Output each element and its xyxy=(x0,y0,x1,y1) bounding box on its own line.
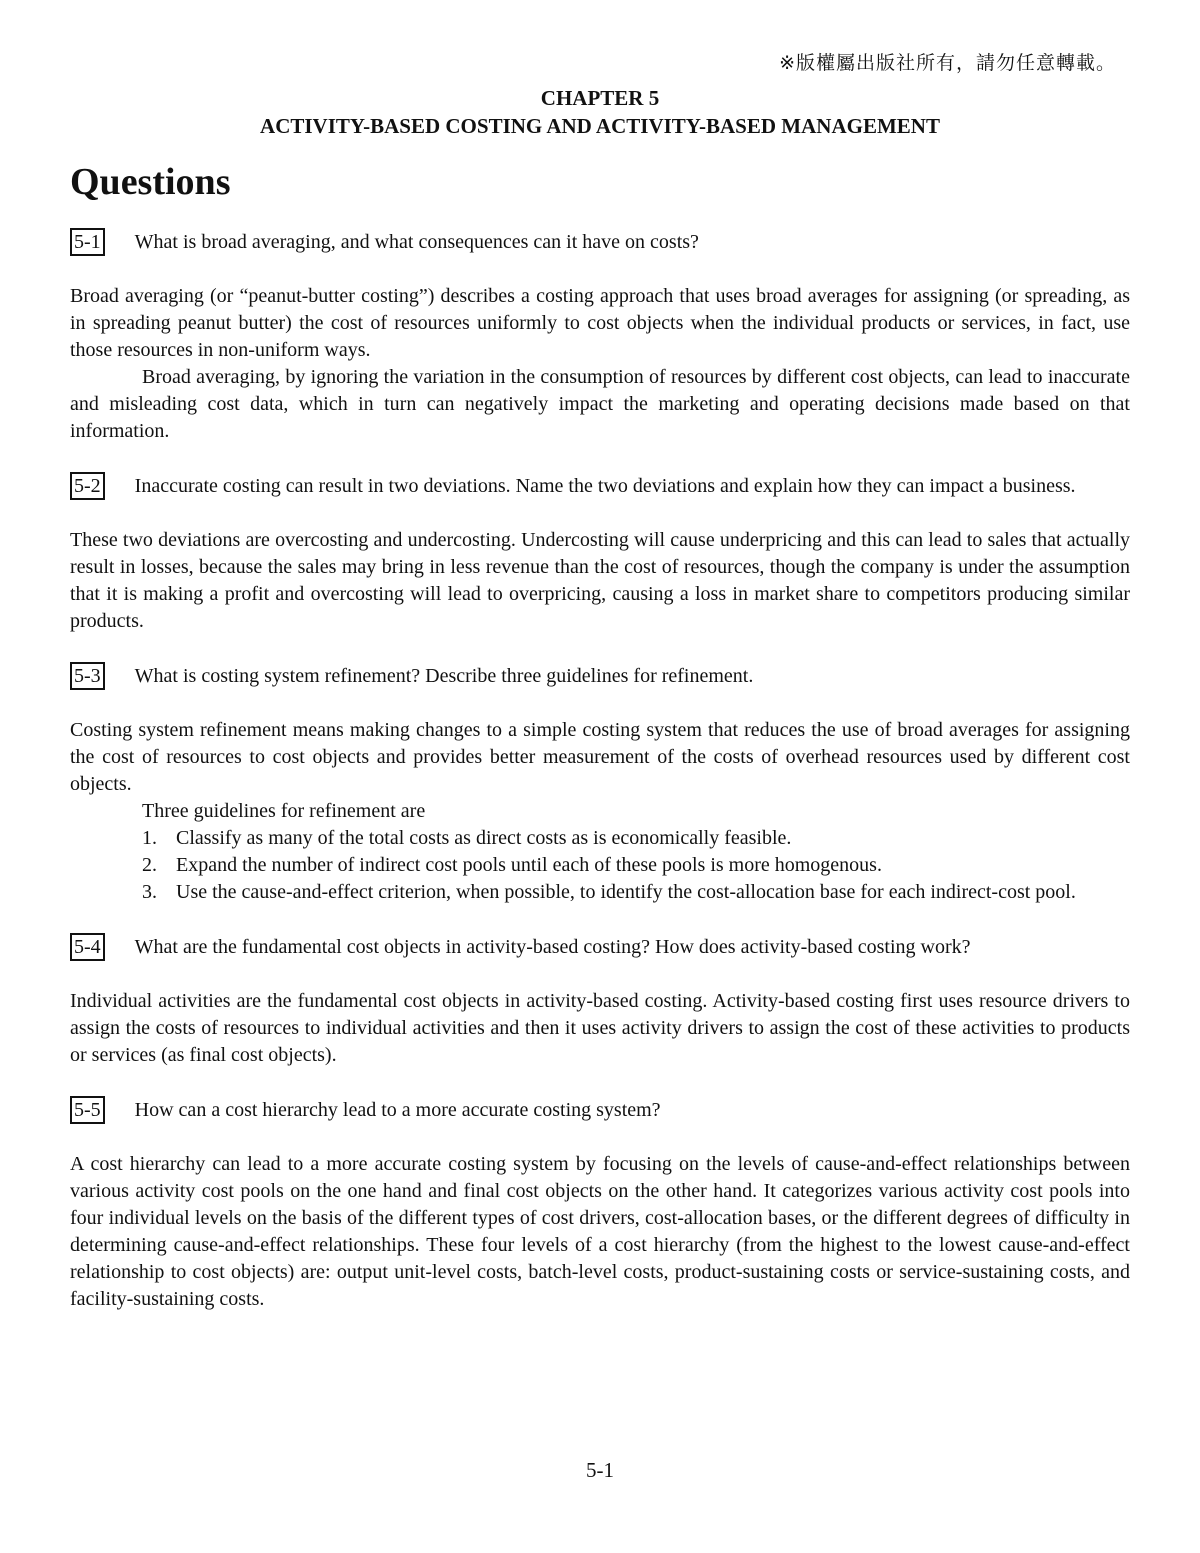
answer xyxy=(70,283,1130,445)
answer-paragraph: A cost hierarchy can lead to a more accurate costing system by focusing on the levels of cause-and-effect relationships between various activity cost pools on the one hand and final cost objects on the other hand. It categorizes various activity cost pools into four individual levels on the basis of the different types of cost drivers, cost-allocation bases, or the different degrees of difficulty in determining cause-and-effect relationships. These four levels of a cost hierarchy (from the highest to the lowest cause-and-effect relationship to cost objects) are: output unit-level costs, batch-level costs, product-sustaining costs or service-sustaining costs, and facility-sustaining costs. xyxy=(70,1153,1130,1310)
section-title: Questions xyxy=(70,161,231,203)
question-text: How can a cost hierarchy lead to a more accurate costing system? xyxy=(134,1099,661,1121)
answer-paragraph: These two deviations are overcosting and undercosting. Undercosting will cause underpricing and this can lead to sales that actually result in losses, because the sales may bring in less revenue than the cost of resources, though the company is under the assumption that it is making a profit and overcosting will lead to overpricing, causing a loss in market share to competitors producing similar products. xyxy=(70,529,1130,632)
answer-paragraph: Individual activities are the fundamental cost objects in activity-based costing. Activity-based costing first uses resource drivers to assign the costs of resources to individual activities and then it uses activity drivers to assign the cost of these activities to products or services (as final cost objects). xyxy=(70,990,1130,1066)
list-item-number: 1. xyxy=(142,827,157,849)
list-item-text: Expand the number of indirect cost pools until each of these pools is more homogenous. xyxy=(176,854,882,876)
list-item xyxy=(70,852,1130,879)
answer-paragraph: Costing system refinement means making changes to a simple costing system that reduces the use of broad averages for assigning the cost of resources to cost objects and provides better measurement of the costs of overhead resources used by different cost objects. xyxy=(70,719,1130,795)
question-line xyxy=(70,933,1130,961)
questions-list xyxy=(70,228,1130,1340)
list-item-text: Use the cause-and-effect criterion, when possible, to identify the cost-allocation base for each indirect-cost pool. xyxy=(176,881,1076,903)
guidelines-intro: Three guidelines for refinement are xyxy=(142,800,426,822)
question-line xyxy=(70,228,1130,256)
chapter-header xyxy=(0,84,1200,140)
question-line xyxy=(70,662,1130,690)
question-number-box: 5-4 xyxy=(70,933,105,961)
question-line xyxy=(70,1096,1130,1124)
list-item-number: 3. xyxy=(142,881,157,903)
chapter-title: ACTIVITY-BASED COSTING AND ACTIVITY-BASED MANAGEMENT xyxy=(260,114,940,138)
answer xyxy=(70,988,1130,1069)
guidelines-list xyxy=(70,825,1130,906)
list-item xyxy=(70,879,1130,906)
question-text: What are the fundamental cost objects in activity-based costing? How does activity-based costing work? xyxy=(134,936,971,958)
chapter-number: CHAPTER 5 xyxy=(540,86,660,110)
question-block xyxy=(70,228,1130,445)
list-item xyxy=(70,825,1130,852)
question-number-box: 5-3 xyxy=(70,662,105,690)
question-number-box: 5-1 xyxy=(70,228,105,256)
question-text: What is costing system refinement? Describe three guidelines for refinement. xyxy=(134,665,754,687)
answer xyxy=(70,527,1130,635)
page-number: 5-1 xyxy=(586,1458,614,1482)
question-line xyxy=(70,472,1130,500)
answer-paragraph: Broad averaging, by ignoring the variation in the consumption of resources by different cost objects, can lead to inaccurate and misleading cost data, which in turn can negatively impact the marketing and operating decisions made based on that information. xyxy=(70,366,1130,442)
question-text: Inaccurate costing can result in two deviations. Name the two deviations and explain how they can impact a business. xyxy=(134,475,1076,497)
question-text: What is broad averaging, and what consequences can it have on costs? xyxy=(134,231,699,253)
question-number-box: 5-2 xyxy=(70,472,105,500)
question-block xyxy=(70,472,1130,635)
answer xyxy=(70,1151,1130,1313)
question-block xyxy=(70,1096,1130,1313)
question-number-box: 5-5 xyxy=(70,1096,105,1124)
answer-paragraph: Broad averaging (or “peanut-butter costing”) describes a costing approach that uses broad averages for assigning (or spreading, as in spreading peanut butter) the cost of resources uniformly to cost objects when the individual products or services, in fact, use those resources in non-uniform ways. xyxy=(70,285,1130,361)
list-item-number: 2. xyxy=(142,854,157,876)
answer xyxy=(70,717,1130,906)
question-block xyxy=(70,933,1130,1069)
list-item-text: Classify as many of the total costs as direct costs as is economically feasible. xyxy=(176,827,792,849)
question-block xyxy=(70,662,1130,906)
copyright-notice: ※版權屬出版社所有，請勿任意轉載。 xyxy=(779,52,1116,74)
